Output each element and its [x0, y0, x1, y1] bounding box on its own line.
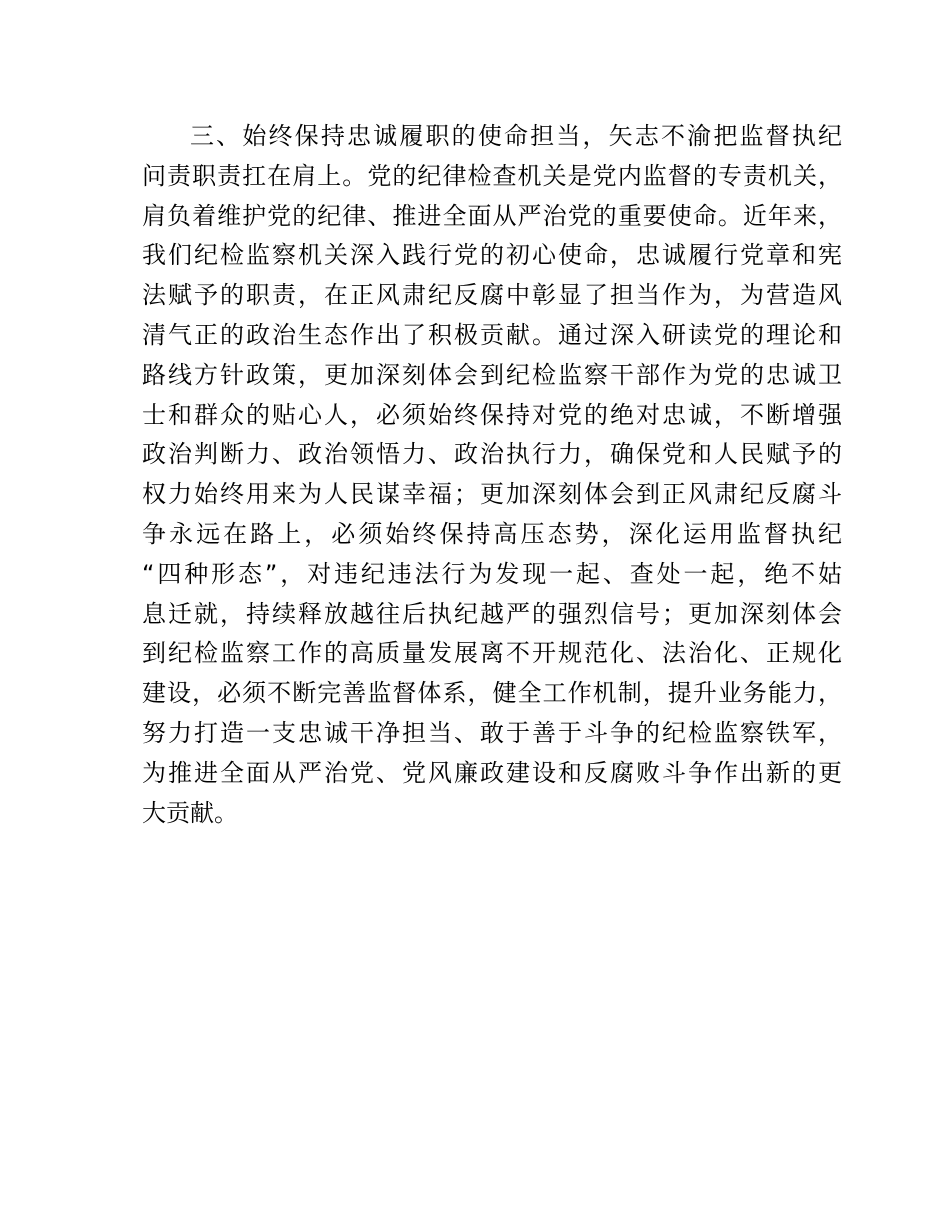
- paragraph-line: 路线方针政策，更加深刻体会到纪检监察干部作为党的忠诚卫: [142, 360, 842, 389]
- paragraph-line: 我们纪检监察机关深入践行党的初心使命，忠诚履行党章和宪: [142, 241, 842, 270]
- paragraph-line: 法赋予的职责，在正风肃纪反腐中彰显了担当作为，为营造风: [142, 281, 842, 310]
- paragraph-line: 政治判断力、政治领悟力、政治执行力，确保党和人民赋予的: [142, 440, 842, 469]
- paragraph-line: 肩负着维护党的纪律、推进全面从严治党的重要使命。近年来，: [142, 201, 842, 230]
- paragraph-line: 士和群众的贴心人，必须始终保持对党的绝对忠诚，不断增强: [142, 400, 842, 429]
- paragraph-line: 三、始终保持忠诚履职的使命担当，矢志不渝把监督执纪: [190, 122, 842, 150]
- paragraph-line: 清气正的政治生态作出了积极贡献。通过深入研读党的理论和: [142, 320, 842, 349]
- paragraph-line: “四种形态”，对违纪违法行为发现一起、查处一起，绝不姑: [142, 559, 842, 588]
- paragraph-line: 建设，必须不断完善监督体系，健全工作机制，提升业务能力，: [142, 679, 842, 708]
- paragraph-line: 努力打造一支忠诚干净担当、敢于善于斗争的纪检监察铁军，: [142, 718, 842, 747]
- paragraph-line: 息迁就，持续释放越往后执纪越严的强烈信号；更加深刻体会: [142, 599, 842, 628]
- paragraph-line: 权力始终用来为人民谋幸福；更加深刻体会到正风肃纪反腐斗: [142, 480, 842, 509]
- body-paragraph: [142, 117, 842, 833]
- paragraph-line: 问责职责扛在肩上。党的纪律检查机关是党内监督的专责机关，: [142, 161, 842, 190]
- paragraph-line: 大贡献。: [142, 798, 238, 827]
- paragraph-line: 争永远在路上，必须始终保持高压态势，深化运用监督执纪: [142, 519, 842, 548]
- paragraph-line: 为推进全面从严治党、党风廉政建设和反腐败斗争作出新的更: [142, 758, 842, 787]
- paragraph-line: 到纪检监察工作的高质量发展离不开规范化、法治化、正规化: [142, 639, 842, 668]
